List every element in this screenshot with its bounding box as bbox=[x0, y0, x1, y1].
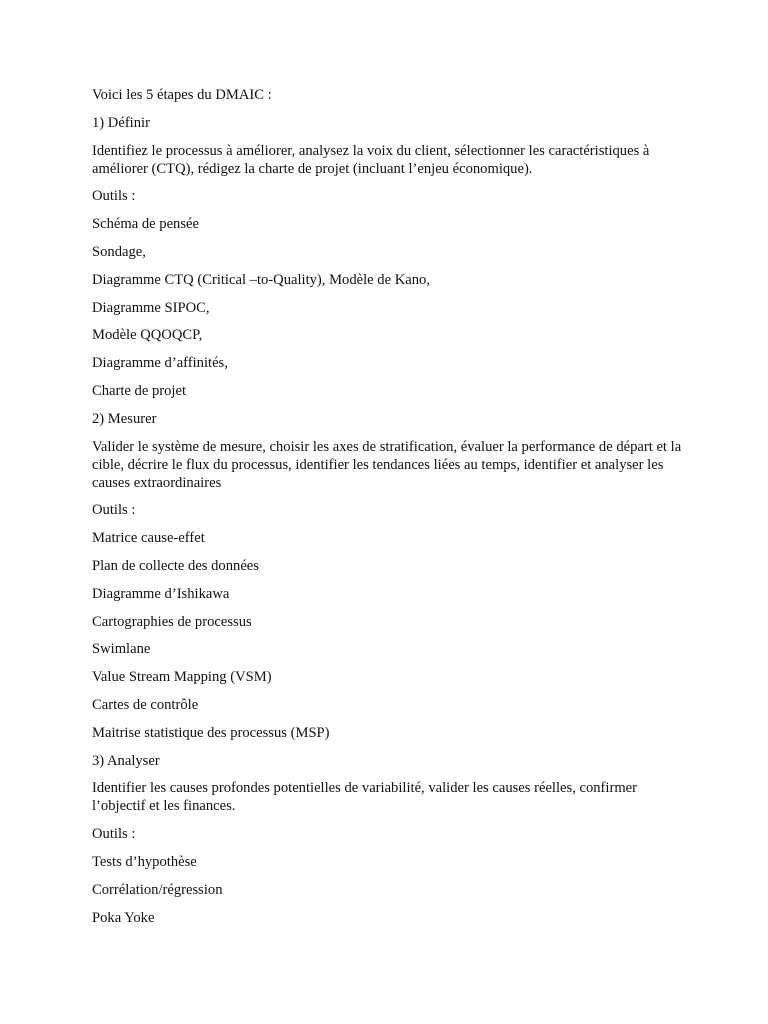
tool-item: Tests d’hypothèse bbox=[92, 853, 197, 870]
tools-label-analyser: Outils : bbox=[92, 826, 136, 843]
document-body bbox=[92, 86, 682, 936]
section-heading-analyser: 3) Analyser bbox=[92, 752, 160, 769]
tool-item: Plan de collecte des données bbox=[92, 557, 259, 574]
tool-item: Value Stream Mapping (VSM) bbox=[92, 669, 272, 686]
tool-item: Diagramme d’Ishikawa bbox=[92, 585, 230, 602]
section-heading-definir: 1) Définir bbox=[92, 114, 150, 131]
tool-item: Charte de projet bbox=[92, 382, 187, 399]
tools-label-definir: Outils : bbox=[92, 188, 136, 205]
tool-item: Modèle QQOQCP, bbox=[92, 327, 203, 344]
section-heading-mesurer: 2) Mesurer bbox=[92, 410, 157, 427]
tool-item: Cartographies de processus bbox=[92, 613, 252, 630]
section-description-analyser: Identifier les causes profondes potentielles de variabilité, valider les causes réelles, confirmer l’objectif et les finances. bbox=[92, 780, 638, 815]
tool-item: Swimlane bbox=[92, 641, 151, 658]
tool-item: Diagramme d’affinités, bbox=[92, 355, 228, 372]
intro-line: Voici les 5 étapes du DMAIC : bbox=[92, 87, 272, 103]
tool-item: Sondage, bbox=[92, 243, 146, 260]
tool-item: Diagramme SIPOC, bbox=[92, 299, 210, 316]
tool-item: Poka Yoke bbox=[92, 909, 155, 926]
section-description-mesurer: Valider le système de mesure, choisir les axes de stratification, évaluer la performance de départ et la cible, décrire le flux du processus, identifier les tendances liées au temps, identifier et analyser les causes extraordinaires bbox=[92, 438, 682, 491]
tool-item: Matrice cause-effet bbox=[92, 530, 205, 547]
tool-item: Cartes de contrôle bbox=[92, 696, 199, 713]
tool-item: Diagramme CTQ (Critical –to-Quality), Modèle de Kano, bbox=[92, 271, 430, 288]
section-description-definir: Identifiez le processus à améliorer, analysez la voix du client, sélectionner les caractéristiques à améliorer (CTQ), rédigez la charte de projet (incluant l’enjeu économique). bbox=[92, 142, 650, 177]
tool-item: Corrélation/régression bbox=[92, 881, 223, 898]
tool-item: Maitrise statistique des processus (MSP) bbox=[92, 724, 330, 741]
tool-item: Schéma de pensée bbox=[92, 216, 199, 233]
tools-label-mesurer: Outils : bbox=[92, 502, 136, 519]
